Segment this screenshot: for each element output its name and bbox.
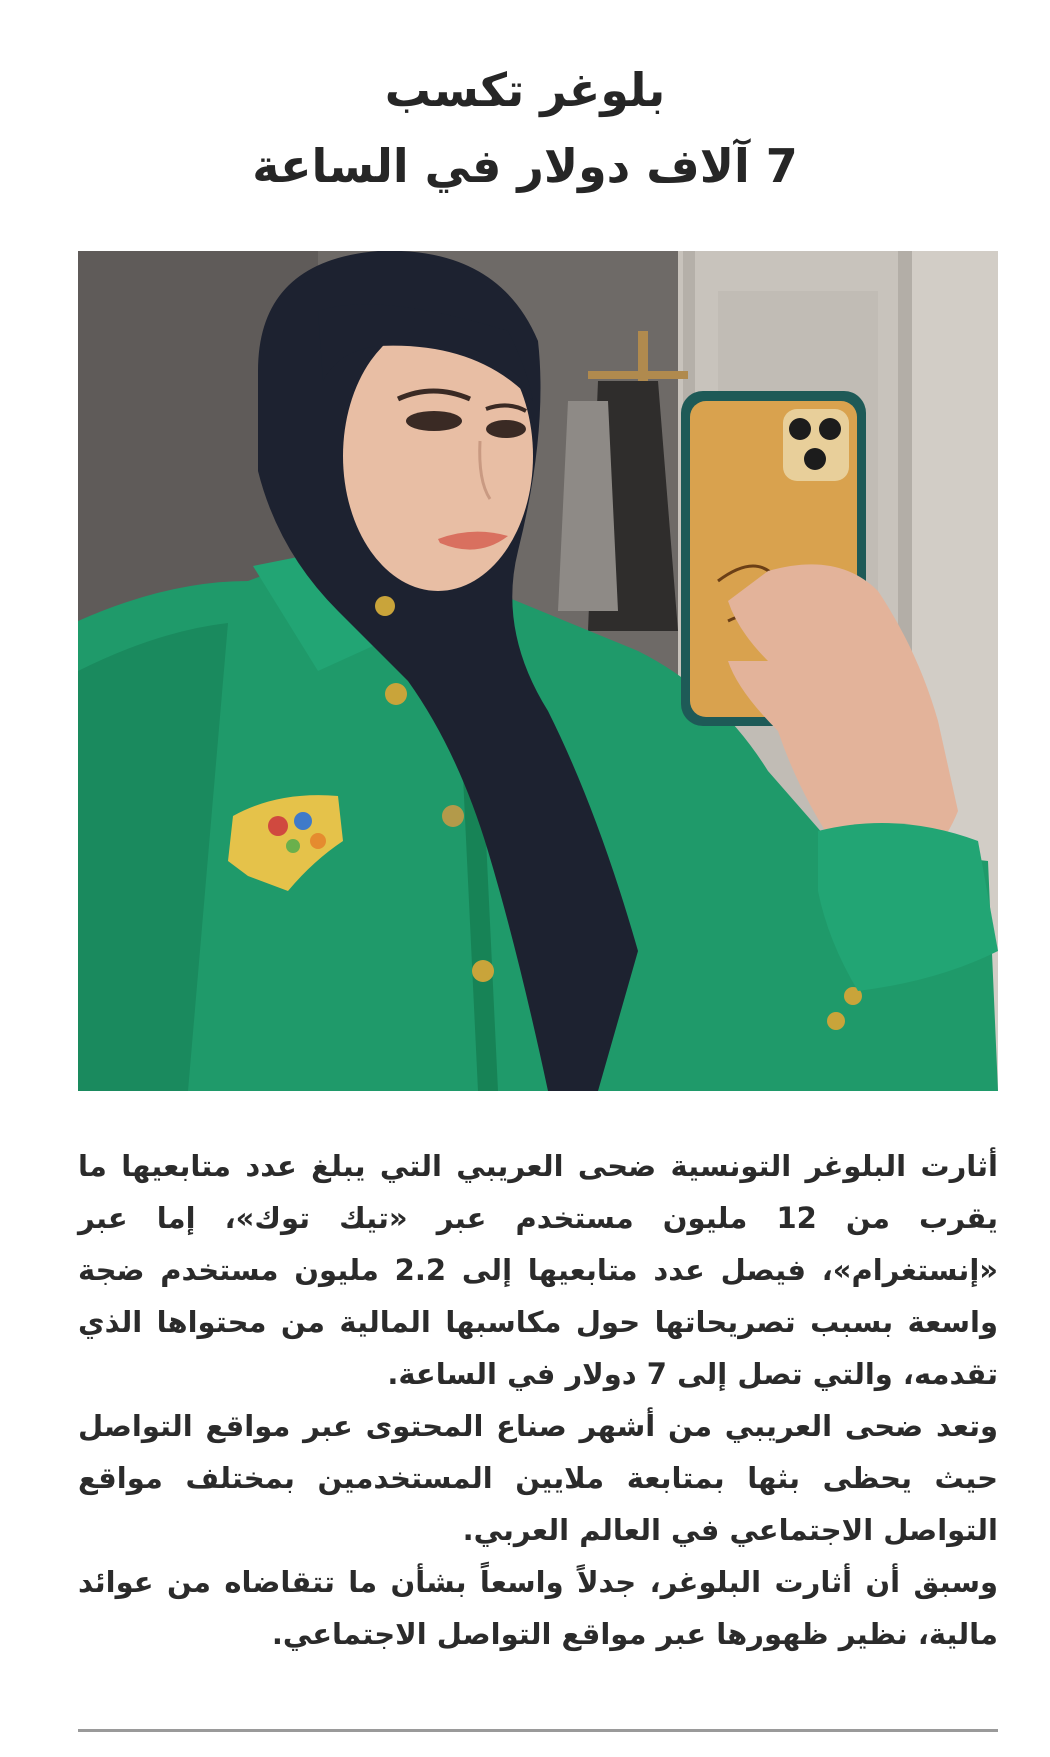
bottom-divider [78, 1729, 998, 1732]
article-headline [0, 52, 1050, 204]
article-body [78, 1140, 998, 1660]
article-paragraph-3: وسبق أن أثارت البلوغر، جدلاً واسعاً بشأن ما تتقاضاه من عوائد مالية، نظير ظهورها عبر مواقع التواصل الاجتماعي. [78, 1565, 998, 1651]
headline-line-1: بلوغر تكسب [384, 63, 666, 117]
article-paragraph-1: أثارت البلوغر التونسية ضحى العريبي التي يبلغ عدد متابعيها ما يقرب من 12 مليون مستخدم عبر «تيك توك»، إما عبر «إنستغرام»، فيصل عدد متابعيها إلى 2.2 مليون مستخدم ضجة واسعة بسبب تصريحاتها حول مكاسبها المالية من محتواها الذي تقدمه، والتي تصل إلى 7 دولار في الساعة. [78, 1149, 998, 1391]
article-paragraph-2: وتعد ضحى العريبي من أشهر صناع المحتوى عبر مواقع التواصل حيث يحظى بثها بمتابعة ملايين المستخدمين بمختلف مواقع التواصل الاجتماعي في العالم العربي. [78, 1409, 998, 1547]
headline-line-2: 7 آلاف دولار في الساعة [252, 139, 798, 193]
article-photo [78, 251, 998, 1091]
selfie-illustration [78, 251, 998, 1091]
